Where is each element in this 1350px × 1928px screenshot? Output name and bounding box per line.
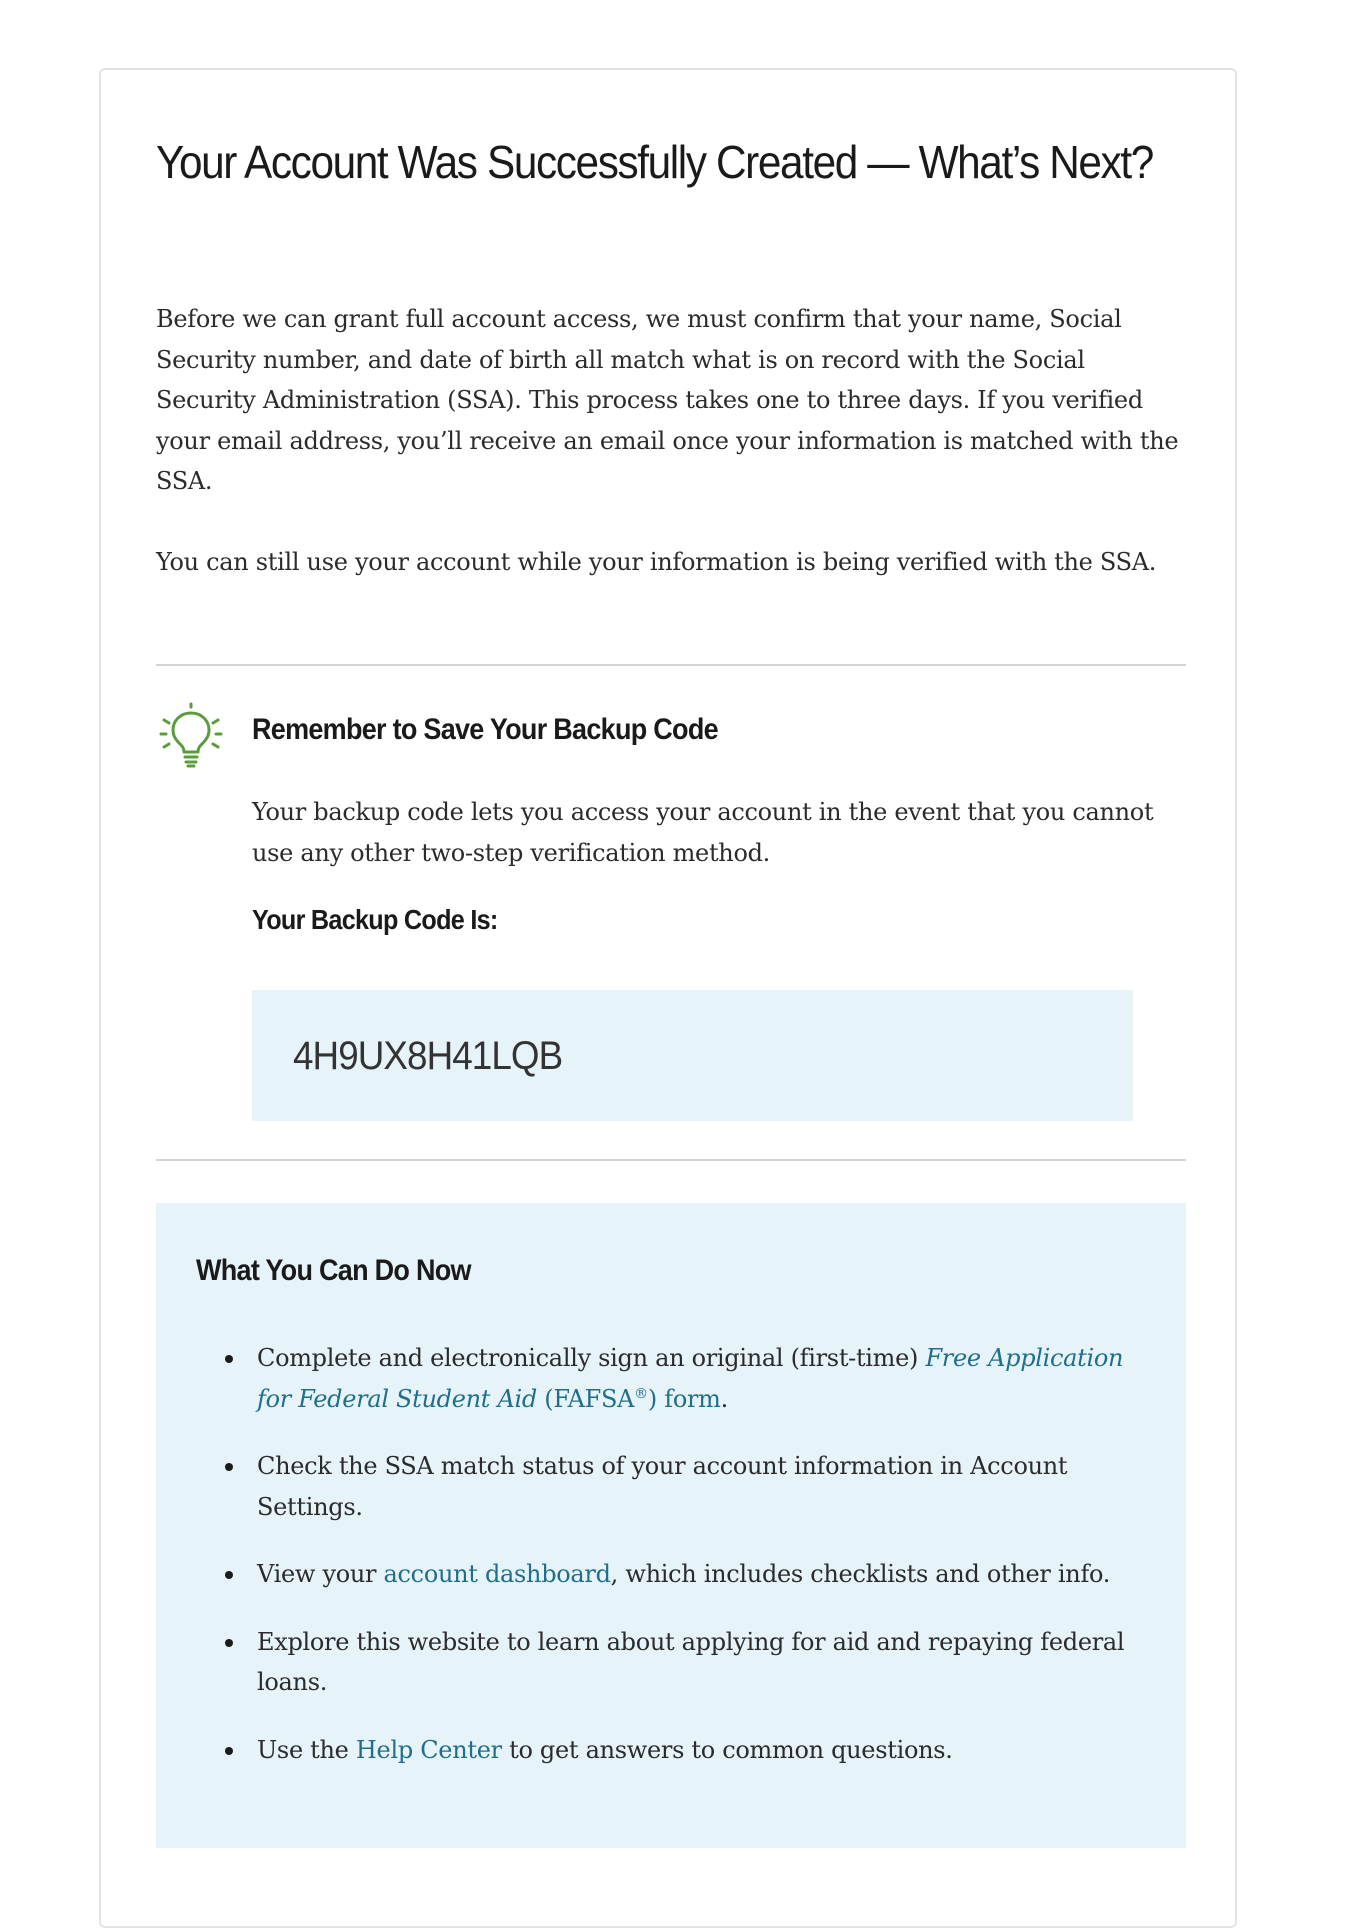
still-use-paragraph: You can still use your account while your information is being verified with the SSA. xyxy=(156,548,1157,576)
backup-code-heading: Remember to Save Your Backup Code xyxy=(252,713,718,746)
backup-code-value: 4H9UX8H41LQB xyxy=(293,1034,563,1078)
fafsa-link-title: Free Application for Federal Student Aid xyxy=(257,1344,1124,1413)
list-item xyxy=(223,1554,1163,1595)
bullet-icon xyxy=(225,1571,233,1579)
list-item xyxy=(223,1622,1163,1703)
what-you-can-do-heading: What You Can Do Now xyxy=(196,1254,471,1287)
what-you-can-do-list xyxy=(223,1338,1163,1797)
bullet-icon xyxy=(225,1639,233,1647)
registered-mark: ® xyxy=(634,1385,648,1402)
what-you-can-do-panel xyxy=(156,1203,1186,1848)
section-divider xyxy=(156,1159,1186,1161)
page-title: Your Account Was Successfully Created — What’s Next? xyxy=(156,136,1153,188)
verification-paragraph: Before we can grant full account access, we must confirm that your name, Social Security number, and date of birth all match what is on record with the Social Security Administration (SSA). This process takes one to three days. If you verified your email address, you’ll receive an email once your information is matched with the SSA. xyxy=(156,305,1179,495)
backup-code-description: Your backup code lets you access your account in the event that you cannot use any other two-step verification method. xyxy=(252,798,1154,867)
backup-code-label: Your Backup Code Is: xyxy=(252,904,498,935)
bullet-icon xyxy=(225,1463,233,1471)
list-item-punct: . xyxy=(720,1384,728,1413)
list-item-text: Complete and electronically sign an original (first-time) xyxy=(257,1344,926,1372)
account-created-card xyxy=(99,68,1237,1928)
list-item xyxy=(223,1338,1163,1419)
list-item-text: View your xyxy=(257,1560,384,1588)
list-item-text: to get answers to common questions. xyxy=(501,1735,953,1764)
bullet-icon xyxy=(225,1747,233,1755)
list-item-text: Explore this website to learn about applying for aid and repaying federal loans. xyxy=(257,1627,1125,1696)
section-divider xyxy=(156,664,1186,666)
backup-code-box xyxy=(252,990,1133,1121)
list-item xyxy=(223,1446,1163,1527)
list-item-text: Use the xyxy=(257,1735,356,1764)
fafsa-link-end: ) form xyxy=(647,1384,721,1413)
help-center-link[interactable]: Help Center xyxy=(355,1735,502,1764)
list-item-text: , which includes checklists and other info. xyxy=(610,1560,1111,1588)
lightbulb-icon xyxy=(156,702,226,772)
list-item-text: Check the SSA match status of your account information in Account Settings. xyxy=(257,1452,1068,1521)
bullet-icon xyxy=(225,1355,233,1363)
fafsa-link-abbrev: (FAFSA xyxy=(536,1384,635,1413)
list-item xyxy=(223,1730,1163,1771)
account-dashboard-link[interactable]: account dashboard xyxy=(383,1560,611,1588)
